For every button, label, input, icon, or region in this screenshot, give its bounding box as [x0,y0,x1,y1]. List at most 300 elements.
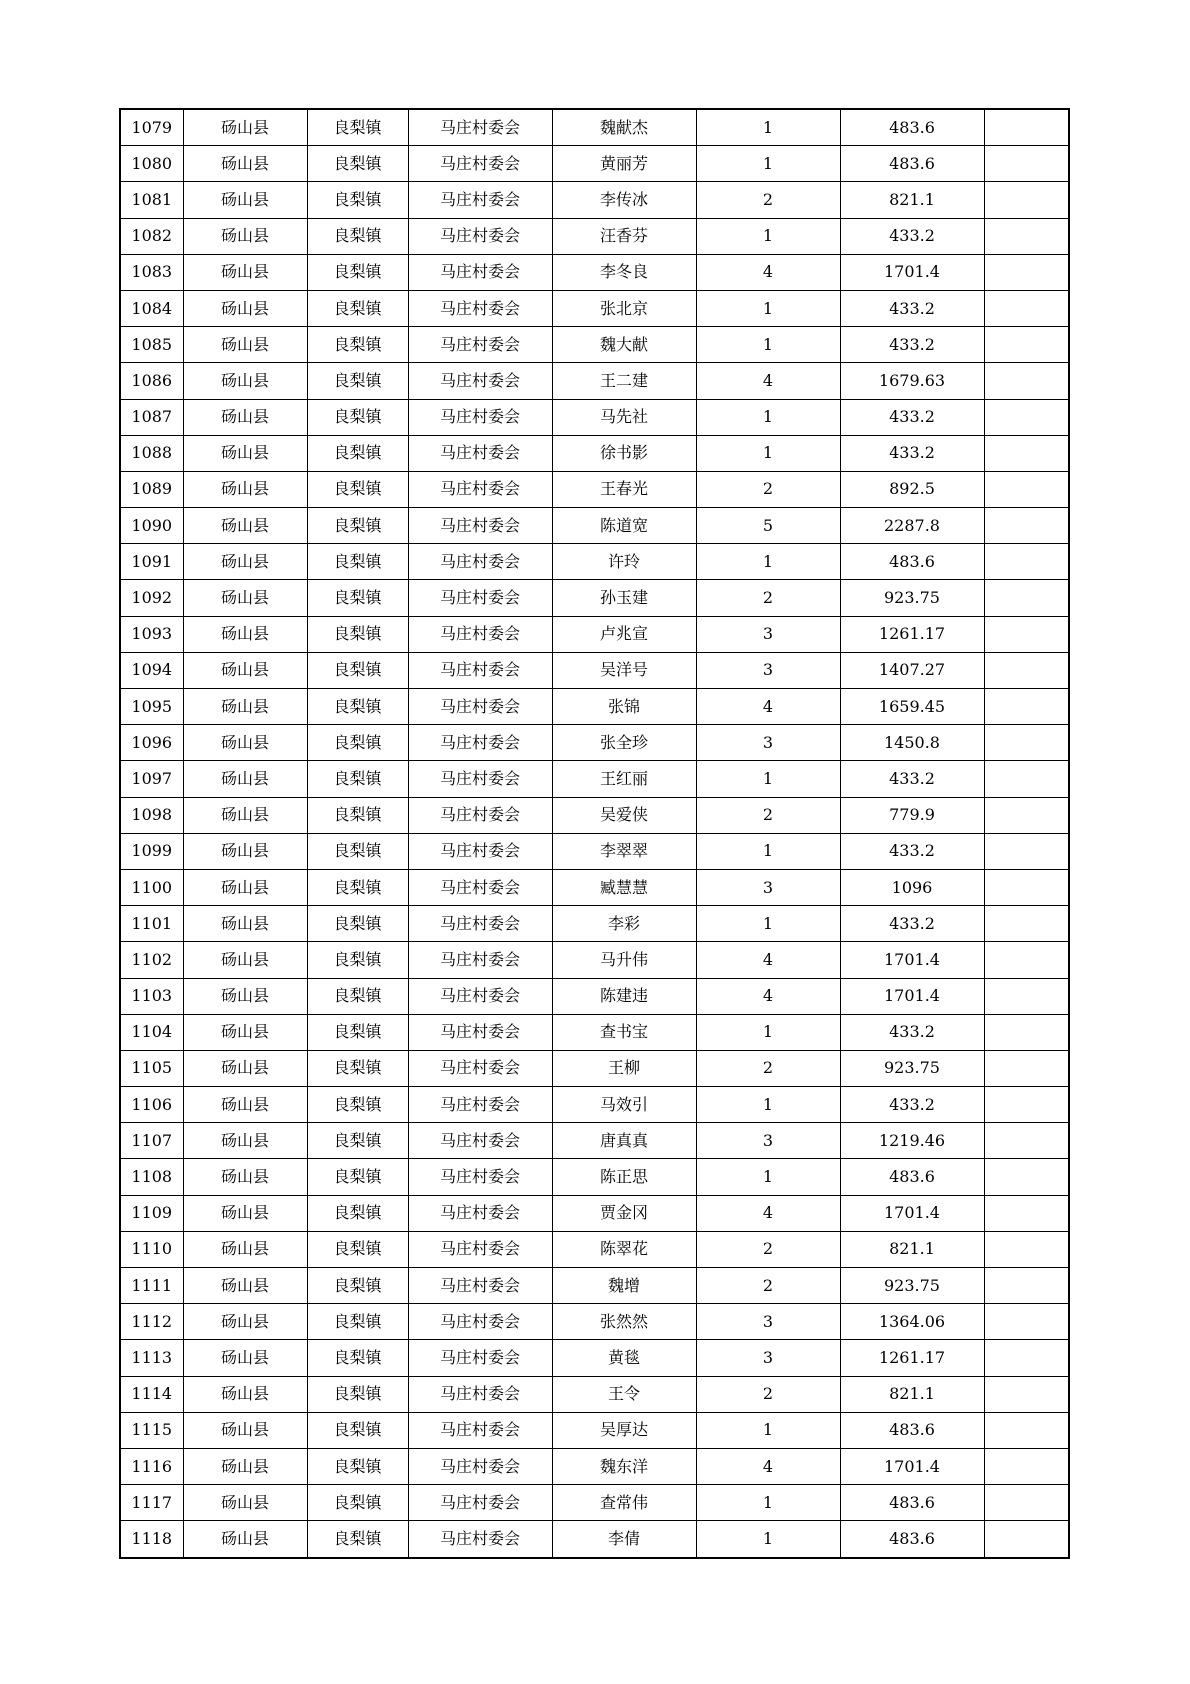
cell-village-committee: 马庄村委会 [408,725,552,761]
cell-serial-number: 1105 [120,1050,183,1086]
cell-amount: 1701.4 [840,942,984,978]
cell-village-committee: 马庄村委会 [408,182,552,218]
cell-amount: 433.2 [840,906,984,942]
cell-household-count: 1 [696,218,840,254]
cell-person-name: 查常伟 [552,1485,696,1521]
cell-serial-number: 1109 [120,1195,183,1231]
cell-amount: 892.5 [840,471,984,507]
table-row [120,833,1069,869]
table-row [120,435,1069,471]
cell-note [984,146,1069,182]
cell-town: 良梨镇 [307,508,408,544]
cell-village-committee: 马庄村委会 [408,1340,552,1376]
table-row [120,399,1069,435]
cell-county: 砀山县 [183,363,307,399]
cell-county: 砀山县 [183,978,307,1014]
cell-serial-number: 1101 [120,906,183,942]
cell-household-count: 2 [696,471,840,507]
cell-note [984,652,1069,688]
cell-amount: 821.1 [840,182,984,218]
cell-village-committee: 马庄村委会 [408,1304,552,1340]
cell-household-count: 1 [696,109,840,146]
cell-county: 砀山县 [183,833,307,869]
table-row [120,182,1069,218]
cell-county: 砀山县 [183,1050,307,1086]
cell-amount: 1701.4 [840,254,984,290]
cell-person-name: 贾金冈 [552,1195,696,1231]
cell-household-count: 2 [696,1376,840,1412]
cell-household-count: 1 [696,761,840,797]
table-row [120,1521,1069,1558]
cell-county: 砀山县 [183,399,307,435]
cell-amount: 483.6 [840,146,984,182]
cell-note [984,1485,1069,1521]
cell-county: 砀山县 [183,1087,307,1123]
cell-household-count: 1 [696,290,840,326]
cell-town: 良梨镇 [307,290,408,326]
cell-village-committee: 马庄村委会 [408,1268,552,1304]
cell-town: 良梨镇 [307,435,408,471]
cell-village-committee: 马庄村委会 [408,797,552,833]
cell-village-committee: 马庄村委会 [408,761,552,797]
cell-village-committee: 马庄村委会 [408,399,552,435]
cell-serial-number: 1114 [120,1376,183,1412]
cell-person-name: 李彩 [552,906,696,942]
cell-village-committee: 马庄村委会 [408,906,552,942]
cell-note [984,1195,1069,1231]
cell-town: 良梨镇 [307,544,408,580]
table-row [120,1159,1069,1195]
cell-amount: 483.6 [840,1412,984,1448]
cell-amount: 433.2 [840,833,984,869]
cell-note [984,399,1069,435]
cell-note [984,869,1069,905]
cell-note [984,1050,1069,1086]
table-row [120,254,1069,290]
cell-village-committee: 马庄村委会 [408,833,552,869]
cell-note [984,942,1069,978]
cell-household-count: 4 [696,1448,840,1484]
cell-household-count: 2 [696,1050,840,1086]
cell-note [984,580,1069,616]
cell-town: 良梨镇 [307,1304,408,1340]
cell-county: 砀山县 [183,1268,307,1304]
cell-person-name: 李冬良 [552,254,696,290]
cell-person-name: 卢兆宣 [552,616,696,652]
cell-amount: 1679.63 [840,363,984,399]
cell-serial-number: 1112 [120,1304,183,1340]
cell-town: 良梨镇 [307,978,408,1014]
cell-person-name: 张北京 [552,290,696,326]
cell-household-count: 3 [696,616,840,652]
cell-household-count: 1 [696,1521,840,1558]
cell-person-name: 马升伟 [552,942,696,978]
cell-amount: 1659.45 [840,689,984,725]
cell-household-count: 4 [696,1195,840,1231]
cell-person-name: 汪香芬 [552,218,696,254]
cell-county: 砀山县 [183,616,307,652]
cell-amount: 433.2 [840,290,984,326]
cell-county: 砀山县 [183,1340,307,1376]
cell-person-name: 李传冰 [552,182,696,218]
cell-amount: 483.6 [840,1521,984,1558]
cell-note [984,906,1069,942]
cell-county: 砀山县 [183,761,307,797]
cell-serial-number: 1113 [120,1340,183,1376]
cell-note [984,182,1069,218]
cell-town: 良梨镇 [307,1159,408,1195]
cell-county: 砀山县 [183,109,307,146]
cell-town: 良梨镇 [307,363,408,399]
cell-serial-number: 1096 [120,725,183,761]
table-row [120,1304,1069,1340]
cell-county: 砀山县 [183,725,307,761]
cell-village-committee: 马庄村委会 [408,1087,552,1123]
cell-county: 砀山县 [183,1014,307,1050]
cell-note [984,327,1069,363]
cell-town: 良梨镇 [307,1521,408,1558]
cell-town: 良梨镇 [307,1376,408,1412]
cell-village-committee: 马庄村委会 [408,146,552,182]
cell-town: 良梨镇 [307,1231,408,1267]
table-row [120,471,1069,507]
cell-household-count: 2 [696,797,840,833]
cell-county: 砀山县 [183,869,307,905]
cell-village-committee: 马庄村委会 [408,435,552,471]
cell-person-name: 陈建违 [552,978,696,1014]
cell-town: 良梨镇 [307,327,408,363]
cell-county: 砀山县 [183,1521,307,1558]
cell-household-count: 2 [696,182,840,218]
cell-village-committee: 马庄村委会 [408,580,552,616]
cell-town: 良梨镇 [307,833,408,869]
cell-household-count: 1 [696,435,840,471]
cell-household-count: 3 [696,725,840,761]
table-row [120,906,1069,942]
cell-note [984,1087,1069,1123]
cell-village-committee: 马庄村委会 [408,869,552,905]
cell-county: 砀山县 [183,689,307,725]
cell-person-name: 吴爱侠 [552,797,696,833]
cell-amount: 483.6 [840,1485,984,1521]
table-row [120,616,1069,652]
cell-amount: 779.9 [840,797,984,833]
cell-county: 砀山县 [183,508,307,544]
cell-county: 砀山县 [183,1485,307,1521]
cell-note [984,544,1069,580]
cell-household-count: 1 [696,1014,840,1050]
cell-village-committee: 马庄村委会 [408,109,552,146]
cell-serial-number: 1117 [120,1485,183,1521]
cell-person-name: 魏献杰 [552,109,696,146]
roster-table [119,108,1070,1559]
cell-note [984,1376,1069,1412]
cell-amount: 433.2 [840,435,984,471]
cell-county: 砀山县 [183,652,307,688]
table-row [120,1087,1069,1123]
cell-person-name: 唐真真 [552,1123,696,1159]
table-row [120,1123,1069,1159]
cell-village-committee: 马庄村委会 [408,508,552,544]
table-row [120,327,1069,363]
cell-village-committee: 马庄村委会 [408,1412,552,1448]
cell-town: 良梨镇 [307,616,408,652]
cell-note [984,616,1069,652]
cell-serial-number: 1081 [120,182,183,218]
cell-serial-number: 1116 [120,1448,183,1484]
cell-serial-number: 1095 [120,689,183,725]
table-row [120,1014,1069,1050]
cell-town: 良梨镇 [307,146,408,182]
cell-household-count: 4 [696,942,840,978]
cell-serial-number: 1091 [120,544,183,580]
cell-town: 良梨镇 [307,254,408,290]
table-row [120,725,1069,761]
cell-county: 砀山县 [183,1195,307,1231]
cell-person-name: 魏大献 [552,327,696,363]
cell-serial-number: 1086 [120,363,183,399]
cell-county: 砀山县 [183,1231,307,1267]
cell-serial-number: 1089 [120,471,183,507]
cell-person-name: 李翠翠 [552,833,696,869]
cell-serial-number: 1098 [120,797,183,833]
cell-person-name: 吴洋号 [552,652,696,688]
cell-town: 良梨镇 [307,689,408,725]
cell-county: 砀山县 [183,906,307,942]
cell-amount: 1261.17 [840,1340,984,1376]
cell-village-committee: 马庄村委会 [408,544,552,580]
cell-county: 砀山县 [183,290,307,326]
cell-person-name: 王柳 [552,1050,696,1086]
cell-household-count: 1 [696,906,840,942]
cell-county: 砀山县 [183,797,307,833]
cell-serial-number: 1115 [120,1412,183,1448]
table-row [120,869,1069,905]
cell-note [984,109,1069,146]
cell-town: 良梨镇 [307,725,408,761]
cell-town: 良梨镇 [307,797,408,833]
cell-county: 砀山县 [183,580,307,616]
cell-serial-number: 1084 [120,290,183,326]
cell-person-name: 黄丽芳 [552,146,696,182]
cell-town: 良梨镇 [307,942,408,978]
cell-amount: 1096 [840,869,984,905]
cell-village-committee: 马庄村委会 [408,363,552,399]
cell-county: 砀山县 [183,218,307,254]
cell-note [984,1123,1069,1159]
cell-village-committee: 马庄村委会 [408,616,552,652]
table-row [120,761,1069,797]
cell-serial-number: 1100 [120,869,183,905]
cell-county: 砀山县 [183,1376,307,1412]
cell-village-committee: 马庄村委会 [408,471,552,507]
table-row [120,146,1069,182]
cell-village-committee: 马庄村委会 [408,218,552,254]
cell-town: 良梨镇 [307,471,408,507]
cell-county: 砀山县 [183,1159,307,1195]
cell-serial-number: 1107 [120,1123,183,1159]
cell-person-name: 查书宝 [552,1014,696,1050]
cell-town: 良梨镇 [307,1014,408,1050]
cell-village-committee: 马庄村委会 [408,978,552,1014]
cell-town: 良梨镇 [307,869,408,905]
cell-serial-number: 1090 [120,508,183,544]
cell-amount: 1701.4 [840,1448,984,1484]
cell-note [984,254,1069,290]
cell-household-count: 3 [696,869,840,905]
cell-note [984,978,1069,1014]
cell-person-name: 陈正思 [552,1159,696,1195]
cell-town: 良梨镇 [307,218,408,254]
cell-household-count: 2 [696,1268,840,1304]
table-row [120,580,1069,616]
cell-note [984,797,1069,833]
cell-note [984,1014,1069,1050]
table-row [120,363,1069,399]
cell-county: 砀山县 [183,435,307,471]
cell-person-name: 张锦 [552,689,696,725]
table-row [120,1485,1069,1521]
cell-person-name: 魏东洋 [552,1448,696,1484]
cell-serial-number: 1104 [120,1014,183,1050]
table-row [120,942,1069,978]
cell-county: 砀山县 [183,942,307,978]
cell-person-name: 陈翠花 [552,1231,696,1267]
cell-amount: 1407.27 [840,652,984,688]
cell-village-committee: 马庄村委会 [408,1050,552,1086]
cell-note [984,1340,1069,1376]
roster-table-body [120,109,1069,1558]
table-row [120,652,1069,688]
cell-person-name: 陈道宽 [552,508,696,544]
cell-note [984,761,1069,797]
cell-county: 砀山县 [183,1412,307,1448]
cell-serial-number: 1118 [120,1521,183,1558]
cell-village-committee: 马庄村委会 [408,290,552,326]
cell-serial-number: 1099 [120,833,183,869]
cell-household-count: 1 [696,833,840,869]
cell-amount: 483.6 [840,544,984,580]
cell-town: 良梨镇 [307,1485,408,1521]
table-row [120,1340,1069,1376]
cell-amount: 1261.17 [840,616,984,652]
cell-town: 良梨镇 [307,109,408,146]
cell-village-committee: 马庄村委会 [408,1123,552,1159]
cell-note [984,508,1069,544]
cell-amount: 923.75 [840,1050,984,1086]
cell-town: 良梨镇 [307,1412,408,1448]
table-row [120,1195,1069,1231]
cell-person-name: 黄毯 [552,1340,696,1376]
cell-note [984,1412,1069,1448]
cell-person-name: 许玲 [552,544,696,580]
table-row [120,1376,1069,1412]
cell-note [984,1268,1069,1304]
cell-household-count: 3 [696,1123,840,1159]
table-row [120,1412,1069,1448]
table-row [120,1231,1069,1267]
cell-serial-number: 1108 [120,1159,183,1195]
cell-amount: 1450.8 [840,725,984,761]
cell-town: 良梨镇 [307,1268,408,1304]
cell-serial-number: 1110 [120,1231,183,1267]
table-row [120,218,1069,254]
cell-village-committee: 马庄村委会 [408,942,552,978]
cell-village-committee: 马庄村委会 [408,1195,552,1231]
cell-town: 良梨镇 [307,1195,408,1231]
cell-town: 良梨镇 [307,399,408,435]
cell-household-count: 3 [696,1304,840,1340]
cell-village-committee: 马庄村委会 [408,1521,552,1558]
cell-county: 砀山县 [183,182,307,218]
cell-household-count: 1 [696,1485,840,1521]
cell-household-count: 3 [696,652,840,688]
cell-note [984,1448,1069,1484]
cell-amount: 1701.4 [840,978,984,1014]
cell-person-name: 马效引 [552,1087,696,1123]
table-row [120,1050,1069,1086]
cell-amount: 433.2 [840,1014,984,1050]
cell-note [984,833,1069,869]
cell-note [984,290,1069,326]
cell-amount: 483.6 [840,109,984,146]
cell-village-committee: 马庄村委会 [408,1159,552,1195]
cell-person-name: 孙玉建 [552,580,696,616]
cell-person-name: 徐书影 [552,435,696,471]
cell-county: 砀山县 [183,327,307,363]
cell-person-name: 张然然 [552,1304,696,1340]
cell-town: 良梨镇 [307,1448,408,1484]
cell-person-name: 李倩 [552,1521,696,1558]
cell-note [984,1231,1069,1267]
cell-serial-number: 1079 [120,109,183,146]
cell-note [984,363,1069,399]
cell-serial-number: 1093 [120,616,183,652]
cell-note [984,218,1069,254]
cell-town: 良梨镇 [307,182,408,218]
cell-county: 砀山县 [183,1304,307,1340]
cell-household-count: 2 [696,580,840,616]
cell-village-committee: 马庄村委会 [408,1376,552,1412]
cell-household-count: 4 [696,978,840,1014]
cell-village-committee: 马庄村委会 [408,652,552,688]
cell-county: 砀山县 [183,146,307,182]
cell-amount: 433.2 [840,218,984,254]
cell-amount: 433.2 [840,761,984,797]
cell-amount: 483.6 [840,1159,984,1195]
table-row [120,544,1069,580]
cell-household-count: 1 [696,1087,840,1123]
cell-amount: 433.2 [840,1087,984,1123]
cell-town: 良梨镇 [307,652,408,688]
cell-amount: 1364.06 [840,1304,984,1340]
cell-serial-number: 1083 [120,254,183,290]
cell-household-count: 1 [696,1159,840,1195]
cell-person-name: 吴厚达 [552,1412,696,1448]
table-row [120,1268,1069,1304]
cell-household-count: 5 [696,508,840,544]
cell-person-name: 王红丽 [552,761,696,797]
cell-village-committee: 马庄村委会 [408,254,552,290]
cell-person-name: 魏增 [552,1268,696,1304]
cell-county: 砀山县 [183,544,307,580]
cell-note [984,1159,1069,1195]
cell-note [984,435,1069,471]
cell-town: 良梨镇 [307,1050,408,1086]
cell-town: 良梨镇 [307,580,408,616]
cell-person-name: 王令 [552,1376,696,1412]
cell-household-count: 1 [696,1412,840,1448]
